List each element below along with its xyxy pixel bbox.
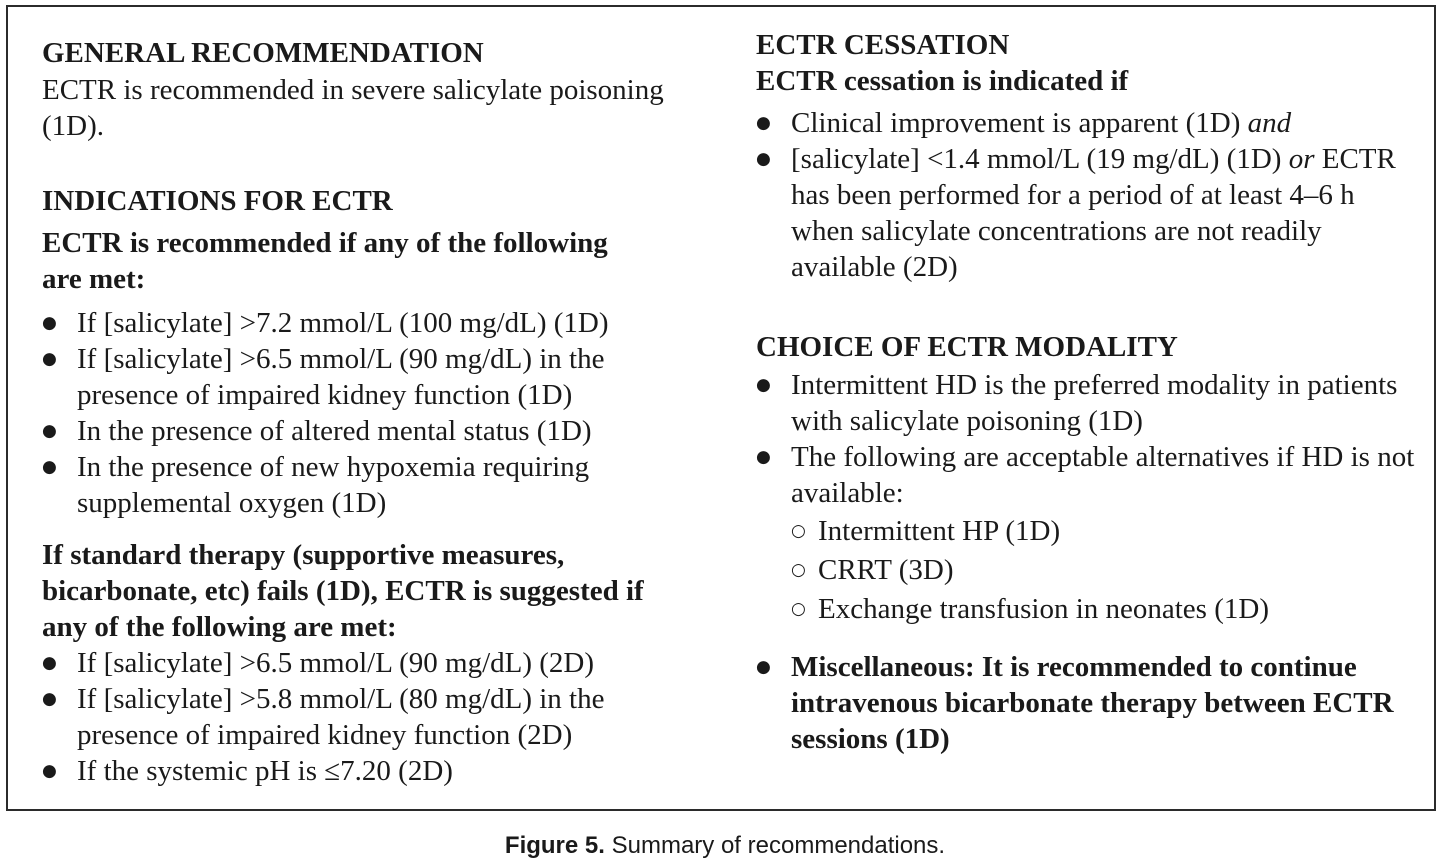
- conjunction-and: and: [1247, 107, 1292, 139]
- standard-therapy-list: [42, 645, 642, 789]
- cessation-subheading: ECTR cessation is indicated if: [756, 65, 1129, 97]
- cessation-heading: ECTR CESSATION: [756, 29, 1010, 61]
- list-item: [756, 105, 1416, 141]
- list-item: ● If [salicylate] >6.5 mmol/L (90 mg/dL) in the presence of impaired kidney function (1D): [42, 341, 642, 413]
- list-item: ● If [salicylate] >7.2 mmol/L (100 mg/dL) (1D): [42, 305, 642, 341]
- list-item: ● The following are acceptable alternatives if HD is not available:: [756, 439, 1416, 511]
- list-item: ● If [salicylate] >5.8 mmol/L (80 mg/dL) in the presence of impaired kidney function (2D): [42, 681, 642, 753]
- list-item: ○ Intermittent HP (1D): [791, 512, 1411, 551]
- list-item: ● In the presence of altered mental status (1D): [42, 413, 642, 449]
- recommendations-box: [6, 5, 1436, 811]
- cessation-item-text: Clinical improvement is apparent (1D): [791, 107, 1241, 139]
- list-item: ● If the systemic pH is ≤7.20 (2D): [42, 753, 642, 789]
- list-item: ● Intermittent HD is the preferred modality in patients with salicylate poisoning (1D): [756, 367, 1416, 439]
- alternatives-list: [791, 512, 1411, 629]
- cessation-item-text: ECTR has been performed for a period of at least 4–6 h when salicylate concentrations are not readily available (2D): [791, 143, 1396, 283]
- list-item: ○ CRRT (3D): [791, 551, 1411, 590]
- figure-label: Figure 5.: [504, 832, 605, 859]
- general-recommendation-heading: GENERAL RECOMMENDATION: [42, 37, 484, 69]
- figure-caption-text: Summary of recommendations.: [611, 832, 946, 859]
- modality-list: [756, 367, 1416, 511]
- miscellaneous-list: [756, 649, 1396, 757]
- cessation-item-text: [salicylate] <1.4 mmol/L (19 mg/dL) (1D): [791, 143, 1282, 175]
- list-item: ● Miscellaneous: It is recommended to continue intravenous bicarbonate therapy between ECTR sessions (1D): [756, 649, 1396, 757]
- list-item: [756, 141, 1416, 285]
- list-item: ○ Exchange transfusion in neonates (1D): [791, 590, 1411, 629]
- conjunction-or: or: [1288, 143, 1315, 175]
- list-item: ● If [salicylate] >6.5 mmol/L (90 mg/dL) (2D): [42, 645, 642, 681]
- cessation-list: [756, 105, 1416, 285]
- modality-heading: CHOICE OF ECTR MODALITY: [756, 331, 1178, 363]
- figure-caption: [0, 832, 1450, 860]
- indications-list: [42, 305, 642, 521]
- standard-therapy-subheading: If standard therapy (supportive measures, bicarbonate, etc) fails (1D), ECTR is suggested if any of the following are met:: [42, 539, 644, 643]
- indications-heading: INDICATIONS FOR ECTR: [42, 185, 393, 217]
- list-item: ● In the presence of new hypoxemia requiring supplemental oxygen (1D): [42, 449, 642, 521]
- indications-subheading: ECTR is recommended if any of the following are met:: [42, 227, 608, 295]
- general-recommendation-text: ECTR is recommended in severe salicylate poisoning (1D).: [42, 74, 664, 142]
